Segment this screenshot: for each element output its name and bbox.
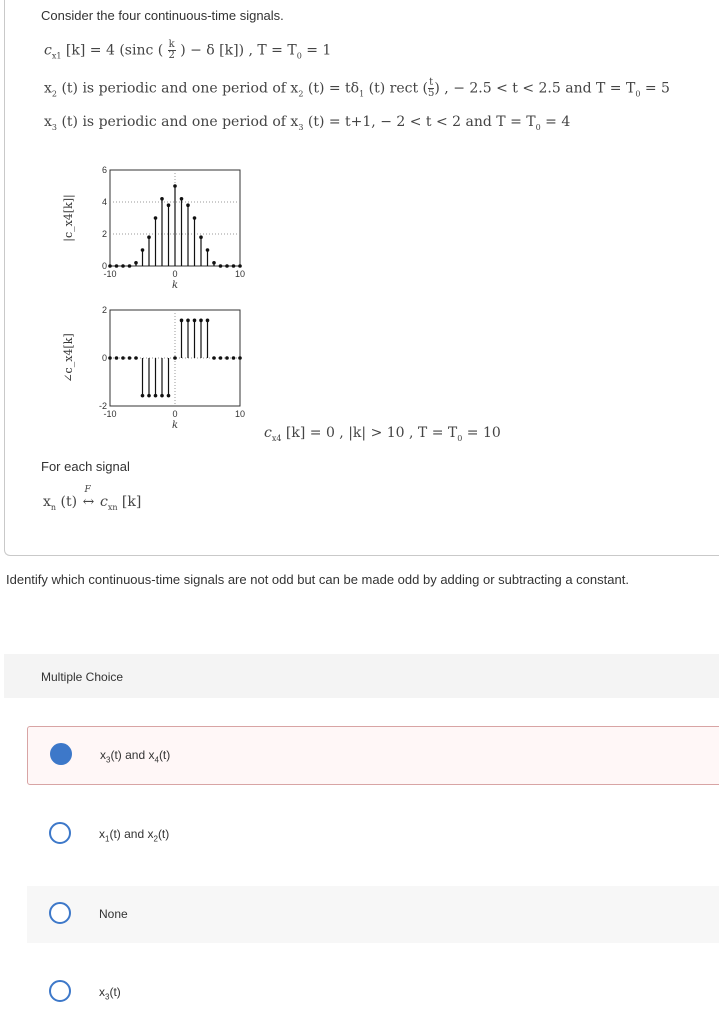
stem-marker <box>154 394 158 398</box>
option-x3-and-x4[interactable]: $x_3(t)$ and $x_4(t)$ <box>27 726 719 785</box>
stem-marker <box>173 184 177 188</box>
stem-marker <box>232 264 236 268</box>
stem-marker <box>108 356 112 360</box>
stem-marker <box>147 394 151 398</box>
stem-marker <box>180 319 184 323</box>
fourier-pair: $x_n$ (t) F ↔ $c_{xn}$ [k] <box>43 485 142 512</box>
stem-marker <box>134 261 138 265</box>
x-tick-label: 0 <box>172 269 178 279</box>
y-axis-label: ∠c_x4[k] <box>62 333 75 383</box>
y-tick-label: 0 <box>101 261 107 271</box>
x-axis-label: k <box>171 420 179 431</box>
stem-marker <box>219 356 223 360</box>
stem-marker <box>128 264 132 268</box>
stem-marker <box>186 319 190 323</box>
stem-marker <box>219 264 223 268</box>
equation-x2: $x_2$ (t) is periodic and one period of $x_2$ $(t) = t\delta_1$ (t) rect ( $\frac{t}{5}$ ) , − 2.5 < t < 2.5 and $T = T_0 = 5$ <box>44 77 670 99</box>
stem-marker <box>147 235 151 239</box>
stem-marker <box>154 216 158 220</box>
y-tick-label: 6 <box>101 165 107 175</box>
equation-x3: $x_3$ (t) is periodic and one period of $x_3$ (t) = t+1, − 2 < t < 2 and $T = T_0 = 4$ <box>44 114 571 132</box>
stem-marker <box>238 356 242 360</box>
y-tick-label: 2 <box>101 305 107 315</box>
stem-marker <box>167 203 171 207</box>
multiple-choice-header: Multiple Choice <box>4 654 719 698</box>
stem-marker <box>212 356 216 360</box>
stem-marker <box>160 197 164 201</box>
x-tick-label: 10 <box>234 409 246 419</box>
y-tick-label: 4 <box>101 197 107 207</box>
stem-marker <box>225 264 229 268</box>
stem-marker <box>225 356 229 360</box>
stem-marker <box>141 248 145 252</box>
magnitude-plot <box>62 165 245 291</box>
x-tick-label: 10 <box>234 269 246 279</box>
x-tick-label: -10 <box>103 269 117 279</box>
stem-marker <box>141 394 145 398</box>
x-tick-label: -10 <box>103 409 117 419</box>
stem-marker <box>173 356 177 360</box>
radio-selected[interactable] <box>50 743 72 765</box>
stem-marker <box>186 203 190 207</box>
stem-marker <box>212 261 216 265</box>
stem-marker <box>238 264 242 268</box>
x-tick-label: 0 <box>172 409 178 419</box>
stem-marker <box>206 248 210 252</box>
cx4-stem-plots <box>40 150 280 450</box>
problem-intro: Consider the four continuous-time signals. <box>41 8 284 23</box>
stem-marker <box>108 264 112 268</box>
y-tick-label: -2 <box>98 401 107 411</box>
stem-marker <box>160 394 164 398</box>
y-axis-label: |c_x4[k]| <box>62 194 75 242</box>
stem-marker <box>180 197 184 201</box>
stem-marker <box>167 394 171 398</box>
option-x1-and-x2[interactable]: $x_1(t)$ and $x_2(t)$ <box>27 806 719 863</box>
option-none[interactable]: None <box>27 886 719 943</box>
equation-cx4: $c_{x4}$ [k] = 0 , |k| > 10 , $T = T_0 = 10$ <box>264 425 501 443</box>
y-tick-label: 2 <box>101 229 107 239</box>
stem-marker <box>193 216 197 220</box>
x-axis-label: k <box>171 280 179 291</box>
stem-marker <box>193 319 197 323</box>
radio-unselected[interactable] <box>49 822 71 844</box>
radio-unselected[interactable] <box>49 902 71 924</box>
stem-marker <box>115 356 119 360</box>
option-x3[interactable]: $x_3(t)$ <box>27 964 719 1021</box>
stem-marker <box>134 356 138 360</box>
equation-cx1: $c_{x1}$ [k] = 4 (sinc ( $\frac{k}{2}$ ) − δ [k]) , $T = T_0 = 1$ <box>44 39 332 61</box>
stem-marker <box>115 264 119 268</box>
radio-unselected[interactable] <box>49 980 71 1002</box>
stem-marker <box>199 319 203 323</box>
stem-marker <box>206 319 210 323</box>
stem-marker <box>232 356 236 360</box>
stem-marker <box>128 356 132 360</box>
question-text: Identify which continuous-time signals are not odd but can be made odd by adding or subtracting a constant. <box>6 572 629 587</box>
stem-marker <box>199 235 203 239</box>
y-tick-label: 0 <box>101 353 107 363</box>
phase-plot <box>62 305 245 431</box>
stem-marker <box>121 356 125 360</box>
stem-marker <box>121 264 125 268</box>
for-each-label: For each signal <box>41 459 130 474</box>
